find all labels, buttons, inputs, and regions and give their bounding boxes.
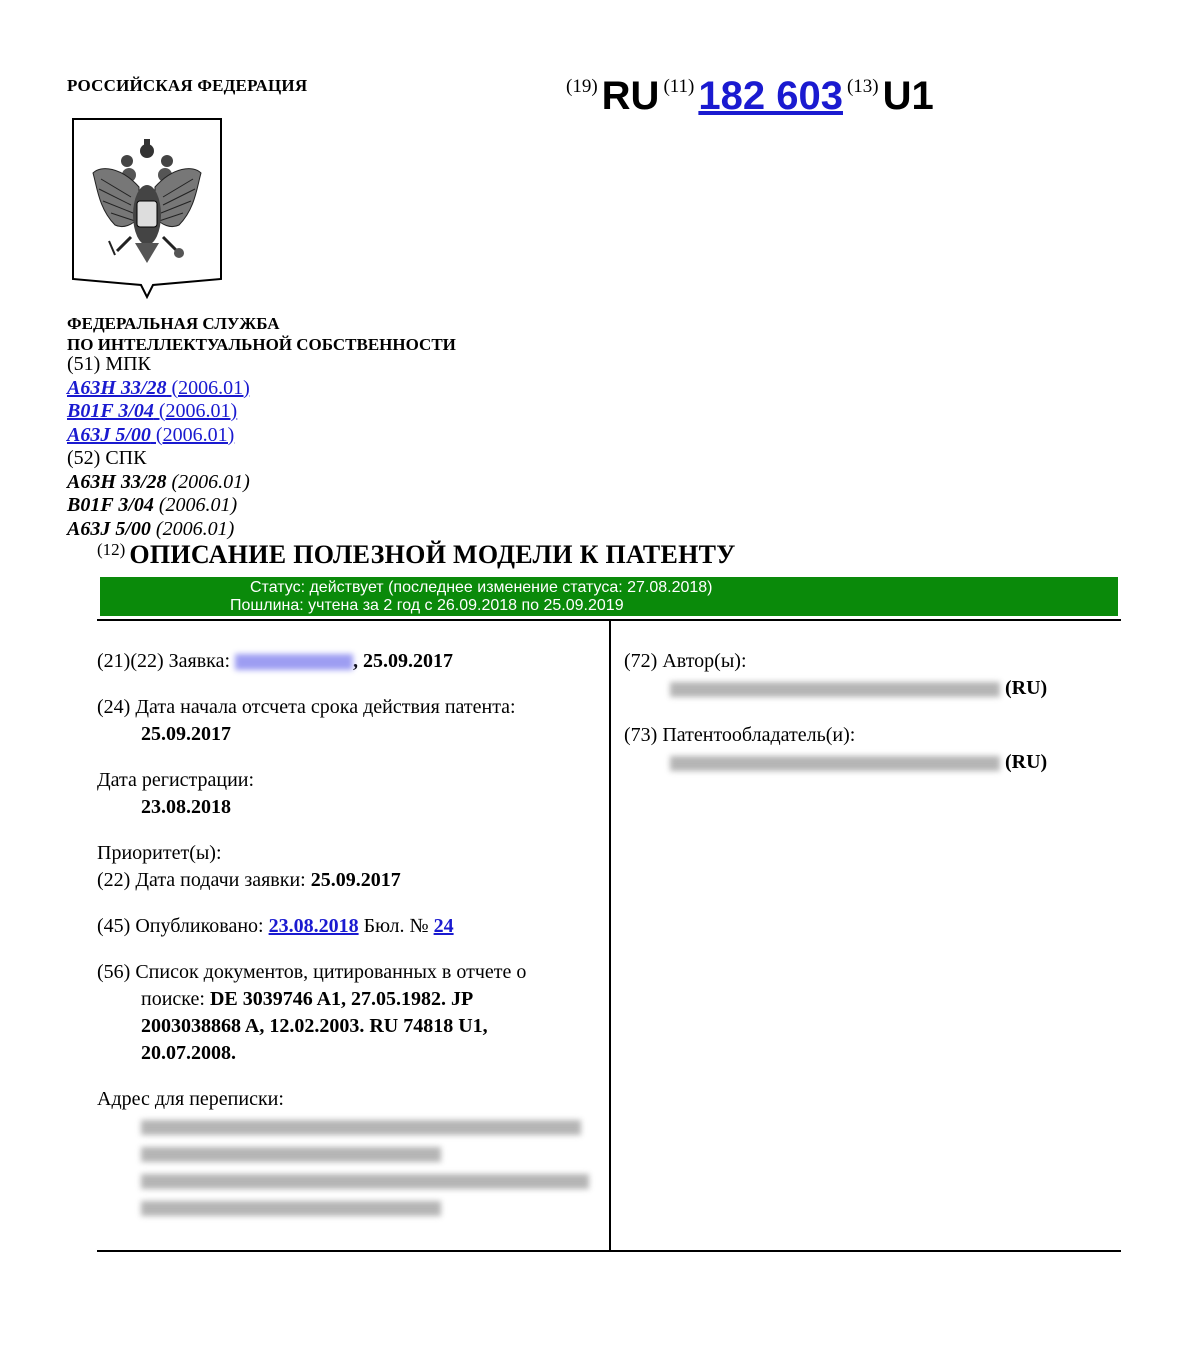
published-field xyxy=(97,913,607,940)
holder-field xyxy=(624,722,1104,776)
bulletin-number-link[interactable]: 24 xyxy=(433,915,454,937)
application-label: (21)(22) Заявка: xyxy=(97,650,236,672)
registration-field xyxy=(97,767,607,821)
fee-line: Пошлина: учтена за 2 год с 26.09.2018 по 25.09.2019 xyxy=(230,597,624,614)
author-label: (72) Автор(ы): xyxy=(624,650,747,672)
country-name: РОССИЙСКАЯ ФЕДЕРАЦИЯ xyxy=(67,76,308,95)
filing-date: 25.09.2017 xyxy=(310,869,401,891)
ipc-version: (2006.01) xyxy=(153,400,238,422)
patent-number-line xyxy=(566,74,934,119)
bulletin-label: Бюл. № xyxy=(358,915,434,937)
cpc-code: A63H 33/28 xyxy=(67,470,167,493)
cited-docs: 20.07.2008. xyxy=(141,1042,236,1064)
ipc-code: A63J 5/00 xyxy=(67,423,151,446)
application-field xyxy=(97,648,607,675)
term-label: (24) Дата начала отсчета срока действия патента: xyxy=(97,696,516,718)
ipc-code: A63H 33/28 xyxy=(67,376,167,399)
application-date: , 25.09.2017 xyxy=(353,650,454,672)
column-divider xyxy=(609,619,611,1252)
published-label: (45) Опубликовано: xyxy=(97,915,269,937)
code-12: (12) xyxy=(97,540,126,559)
agency-line-1: ФЕДЕРАЛЬНАЯ СЛУЖБА xyxy=(67,314,280,333)
cpc-item xyxy=(67,471,250,495)
cpc-code: B01F 3/04 xyxy=(67,494,154,516)
author-country: (RU) xyxy=(1005,677,1048,699)
ipc-item-link[interactable] xyxy=(67,377,250,401)
coat-of-arms-icon xyxy=(71,117,223,299)
cited-label-cont: поиске: xyxy=(141,988,210,1010)
cited-docs: 2003038868 A, 12.02.2003. RU 74818 U1, xyxy=(141,1015,488,1037)
right-column xyxy=(624,648,1104,796)
cited-documents-field xyxy=(97,959,607,1067)
code-11: (11) xyxy=(663,76,695,97)
term-date: 25.09.2017 xyxy=(141,723,231,745)
ipc-label: (51) МПК xyxy=(67,353,151,375)
priority-label: Приоритет(ы): xyxy=(97,842,222,864)
published-date-link[interactable]: 23.08.2018 xyxy=(268,915,359,937)
term-field xyxy=(97,694,607,748)
filing-label: (22) Дата подачи заявки: xyxy=(97,869,311,891)
kind-code: U1 xyxy=(882,74,934,118)
ipc-item-link[interactable] xyxy=(67,424,250,448)
agency-line-2: ПО ИНТЕЛЛЕКТУАЛЬНОЙ СОБСТВЕННОСТИ xyxy=(67,335,456,354)
author-field xyxy=(624,648,1104,702)
address-label: Адрес для переписки: xyxy=(97,1088,284,1110)
ipc-code: B01F 3/04 xyxy=(67,400,154,422)
classification-block xyxy=(67,353,250,541)
cpc-version: (2006.01) xyxy=(166,470,250,493)
code-19: (19) xyxy=(566,76,598,97)
table-bottom-border xyxy=(97,1250,1121,1252)
agency-name xyxy=(67,313,456,355)
left-column xyxy=(97,648,607,1240)
redacted-holder-name xyxy=(670,756,1000,771)
cpc-item xyxy=(67,518,250,542)
holder-country: (RU) xyxy=(1005,751,1048,773)
cpc-code: A63J 5/00 xyxy=(67,517,151,540)
redacted-author-name xyxy=(670,682,1000,697)
cited-docs: DE 3039746 A1, 27.05.1982. JP xyxy=(209,988,474,1010)
holder-label: (73) Патентообладатель(и): xyxy=(624,724,856,746)
status-banner xyxy=(100,577,1118,616)
cpc-item xyxy=(67,494,250,518)
address-field xyxy=(97,1086,607,1221)
redacted-application-number xyxy=(235,654,353,670)
cited-label: (56) Список документов, цитированных в отчете о xyxy=(97,961,527,983)
registration-date: 23.08.2018 xyxy=(141,796,231,818)
office-code: RU xyxy=(601,74,660,118)
ipc-version: (2006.01) xyxy=(166,376,250,399)
cpc-version: (2006.01) xyxy=(153,494,238,516)
status-line: Статус: действует (последнее изменение статуса: 27.08.2018) xyxy=(250,579,713,596)
redacted-address xyxy=(97,1113,607,1221)
code-13: (13) xyxy=(846,76,879,97)
cpc-version: (2006.01) xyxy=(150,517,235,540)
ipc-item-link[interactable] xyxy=(67,400,250,424)
registration-label: Дата регистрации: xyxy=(97,769,255,791)
ipc-version: (2006.01) xyxy=(150,423,235,446)
patent-number-link[interactable]: 182 603 xyxy=(698,74,843,118)
priority-field xyxy=(97,840,607,894)
document-title xyxy=(97,540,736,570)
title-text: ОПИСАНИЕ ПОЛЕЗНОЙ МОДЕЛИ К ПАТЕНТУ xyxy=(129,540,736,569)
cpc-label: (52) СПК xyxy=(67,447,147,469)
